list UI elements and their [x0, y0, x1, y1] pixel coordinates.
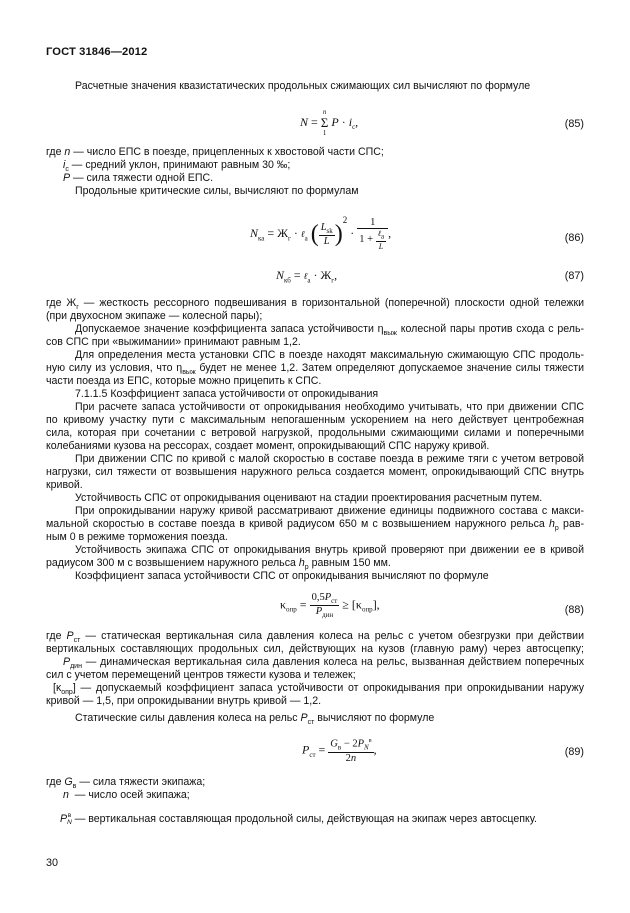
definition-gv: где $G_в$ — сила тяжести экипажа;	[46, 776, 206, 791]
text-line: где $Ж_г$ — жесткость рессорного подвешивания в горизонтальной (поперечной) плоскости одной тележки	[46, 297, 584, 312]
formula-86: $N_{ка} = Ж_г$ · ℓ$_а$ ( $\frac{L_{sk}}{L}$ )$^2$ · 1 1 + $\frac{\ell_а}{L}$ ,	[250, 215, 392, 252]
document-header: ГОСТ 31846—2012	[46, 46, 148, 58]
text-line: мальной скоростью в составе поезда в кривой радиусом 650 м с возвышением наружного рельса $h_р$ рав-	[46, 518, 585, 533]
text-line: радиусом 300 м с возвышением наружного рельса $h_р$ равным 150 мм.	[46, 557, 391, 572]
equation-number: (87)	[564, 270, 584, 282]
text-line: где $P_{ст}$ — статическая вертикальная сила давления колеса на рельс с учетом обезгрузки при действии	[46, 630, 584, 645]
text-line: сил с учетом перемещений центров тяжести кузова и тележек;	[46, 669, 356, 681]
equation-number: (86)	[564, 232, 584, 244]
text-line: Для определения места установки СПС в поезде находят максимальную сжимающую СПС продоль-	[75, 349, 584, 361]
definition-n: где n — число ЕПС в поезде, прицепленных к хвостовой части СПС;	[46, 146, 384, 158]
equation-number: (88)	[564, 604, 584, 616]
text-line: Статические силы давления колеса на рельс $P_{ст}$ вычисляют по формуле	[75, 712, 435, 727]
text-line: сов СПС при «выжимании» принимают равным 1,2.	[46, 336, 301, 348]
section-heading: 7.1.1.5 Коэффициент запаса устойчивости от опрокидывания	[75, 388, 379, 400]
text-line: Коэффициент запаса устойчивости СПС от опрокидывания вычисляют по формуле	[75, 570, 489, 582]
page-number: 30	[46, 857, 59, 869]
text-line: нагрузки, сил тяжести от возвышения наружного рельса создается момент, опрокидывающий СПС внутрь	[46, 466, 584, 478]
text-line: (при двухосном экипаже — колесной пары);	[46, 310, 263, 322]
text-line: кривой — 1,5, при опрокидывании внутрь кривой — 1,2.	[46, 695, 322, 707]
definition-p: P — сила тяжести одной ЕПС.	[63, 172, 214, 184]
formula-87: $N_{кб}$ = ℓ$_а$ · $Ж_г$,	[276, 268, 338, 285]
text-line: $[\kappa_{опр}]$ — допускаемый коэффициент запаса устойчивости от опрокидывания при опрокидывании наружу	[53, 682, 584, 697]
text-line: ным 0 в режиме торможения поезда.	[46, 531, 228, 543]
text-line: части поезда из ЕПС, которые можно прицепить к СПС.	[46, 375, 322, 387]
text-line: Расчетные значения квазистатических продольных сжимающих сил вычисляют по формуле	[75, 80, 531, 92]
definition-pn: P в N — вертикальная составляющая продольной силы, действующая на экипаж через автосцепку.	[60, 812, 537, 826]
text-line: кривой.	[46, 479, 83, 491]
text-line: При расчете запаса устойчивости от опрокидывания необходимо учитывать, что при движении СПС	[75, 401, 584, 413]
formula-89: $P_{ст}$ = $\frac{G_в - 2P_N^в}{2n}$ ,	[302, 738, 377, 764]
text-line: вертикальных составляющих продольных сил, действующих на кузов (главную раму) через автосцепку;	[46, 643, 584, 655]
text-line: $P_{дин}$ — динамическая вертикальная сила давления колеса на рельс, вызванная действием поперечных	[63, 656, 584, 671]
definition-n-axles: n — число осей экипажа;	[63, 789, 190, 801]
text-line: Устойчивость экипажа СПС от опрокидывания внутрь кривой проверяют при движении ее в кривой	[75, 544, 584, 556]
text-line: Допускаемое значение коэффициента запаса устойчивости $\eta_{выж}$ колесной пары против схода с рель-	[75, 323, 584, 338]
text-line: по кривому участку пути с максимальным непогашенным ускорением на него действует центробежная	[46, 414, 584, 426]
text-line: Устойчивость СПС от опрокидывания оценивают на стадии проектирования расчетным путем.	[75, 492, 543, 504]
text-line: сила, которая при сочетании с ветровой нагрузкой, продольными сжимающими силами и поперечными	[46, 427, 584, 439]
text-line: колебаниями кузова на рессорах, создает момент, опрокидывающий СПС наружу кривой.	[46, 440, 490, 452]
formula-85: N = n Σ 1 $P \cdot i_с$,	[300, 108, 359, 137]
text-line: При движении СПС по кривой с малой скоростью в составе поезда в режиме тяги с учетом ветровой	[75, 453, 584, 465]
text-line: При опрокидывании наружу кривой рассматривают движение единицы подвижного состава с макси-	[75, 505, 584, 517]
text-line: ную силу из условия, что $\eta_{выж}$ будет не менее 1,2. Затем определяют допускаемое значение силы тяжести	[46, 362, 584, 377]
text-line: Продольные критические силы, вычисляют по формулам	[75, 185, 359, 197]
formula-88: $\kappa_{опр}$ = $\frac{0,5P_{ст}}{P_{дин}}$ ≥ $[\kappa_{опр}]$,	[280, 592, 380, 620]
equation-number: (85)	[564, 118, 584, 130]
equation-number: (89)	[564, 746, 584, 758]
definition-ic: $i_с$ — средний уклон, принимают равным 30 ‰;	[63, 159, 291, 174]
